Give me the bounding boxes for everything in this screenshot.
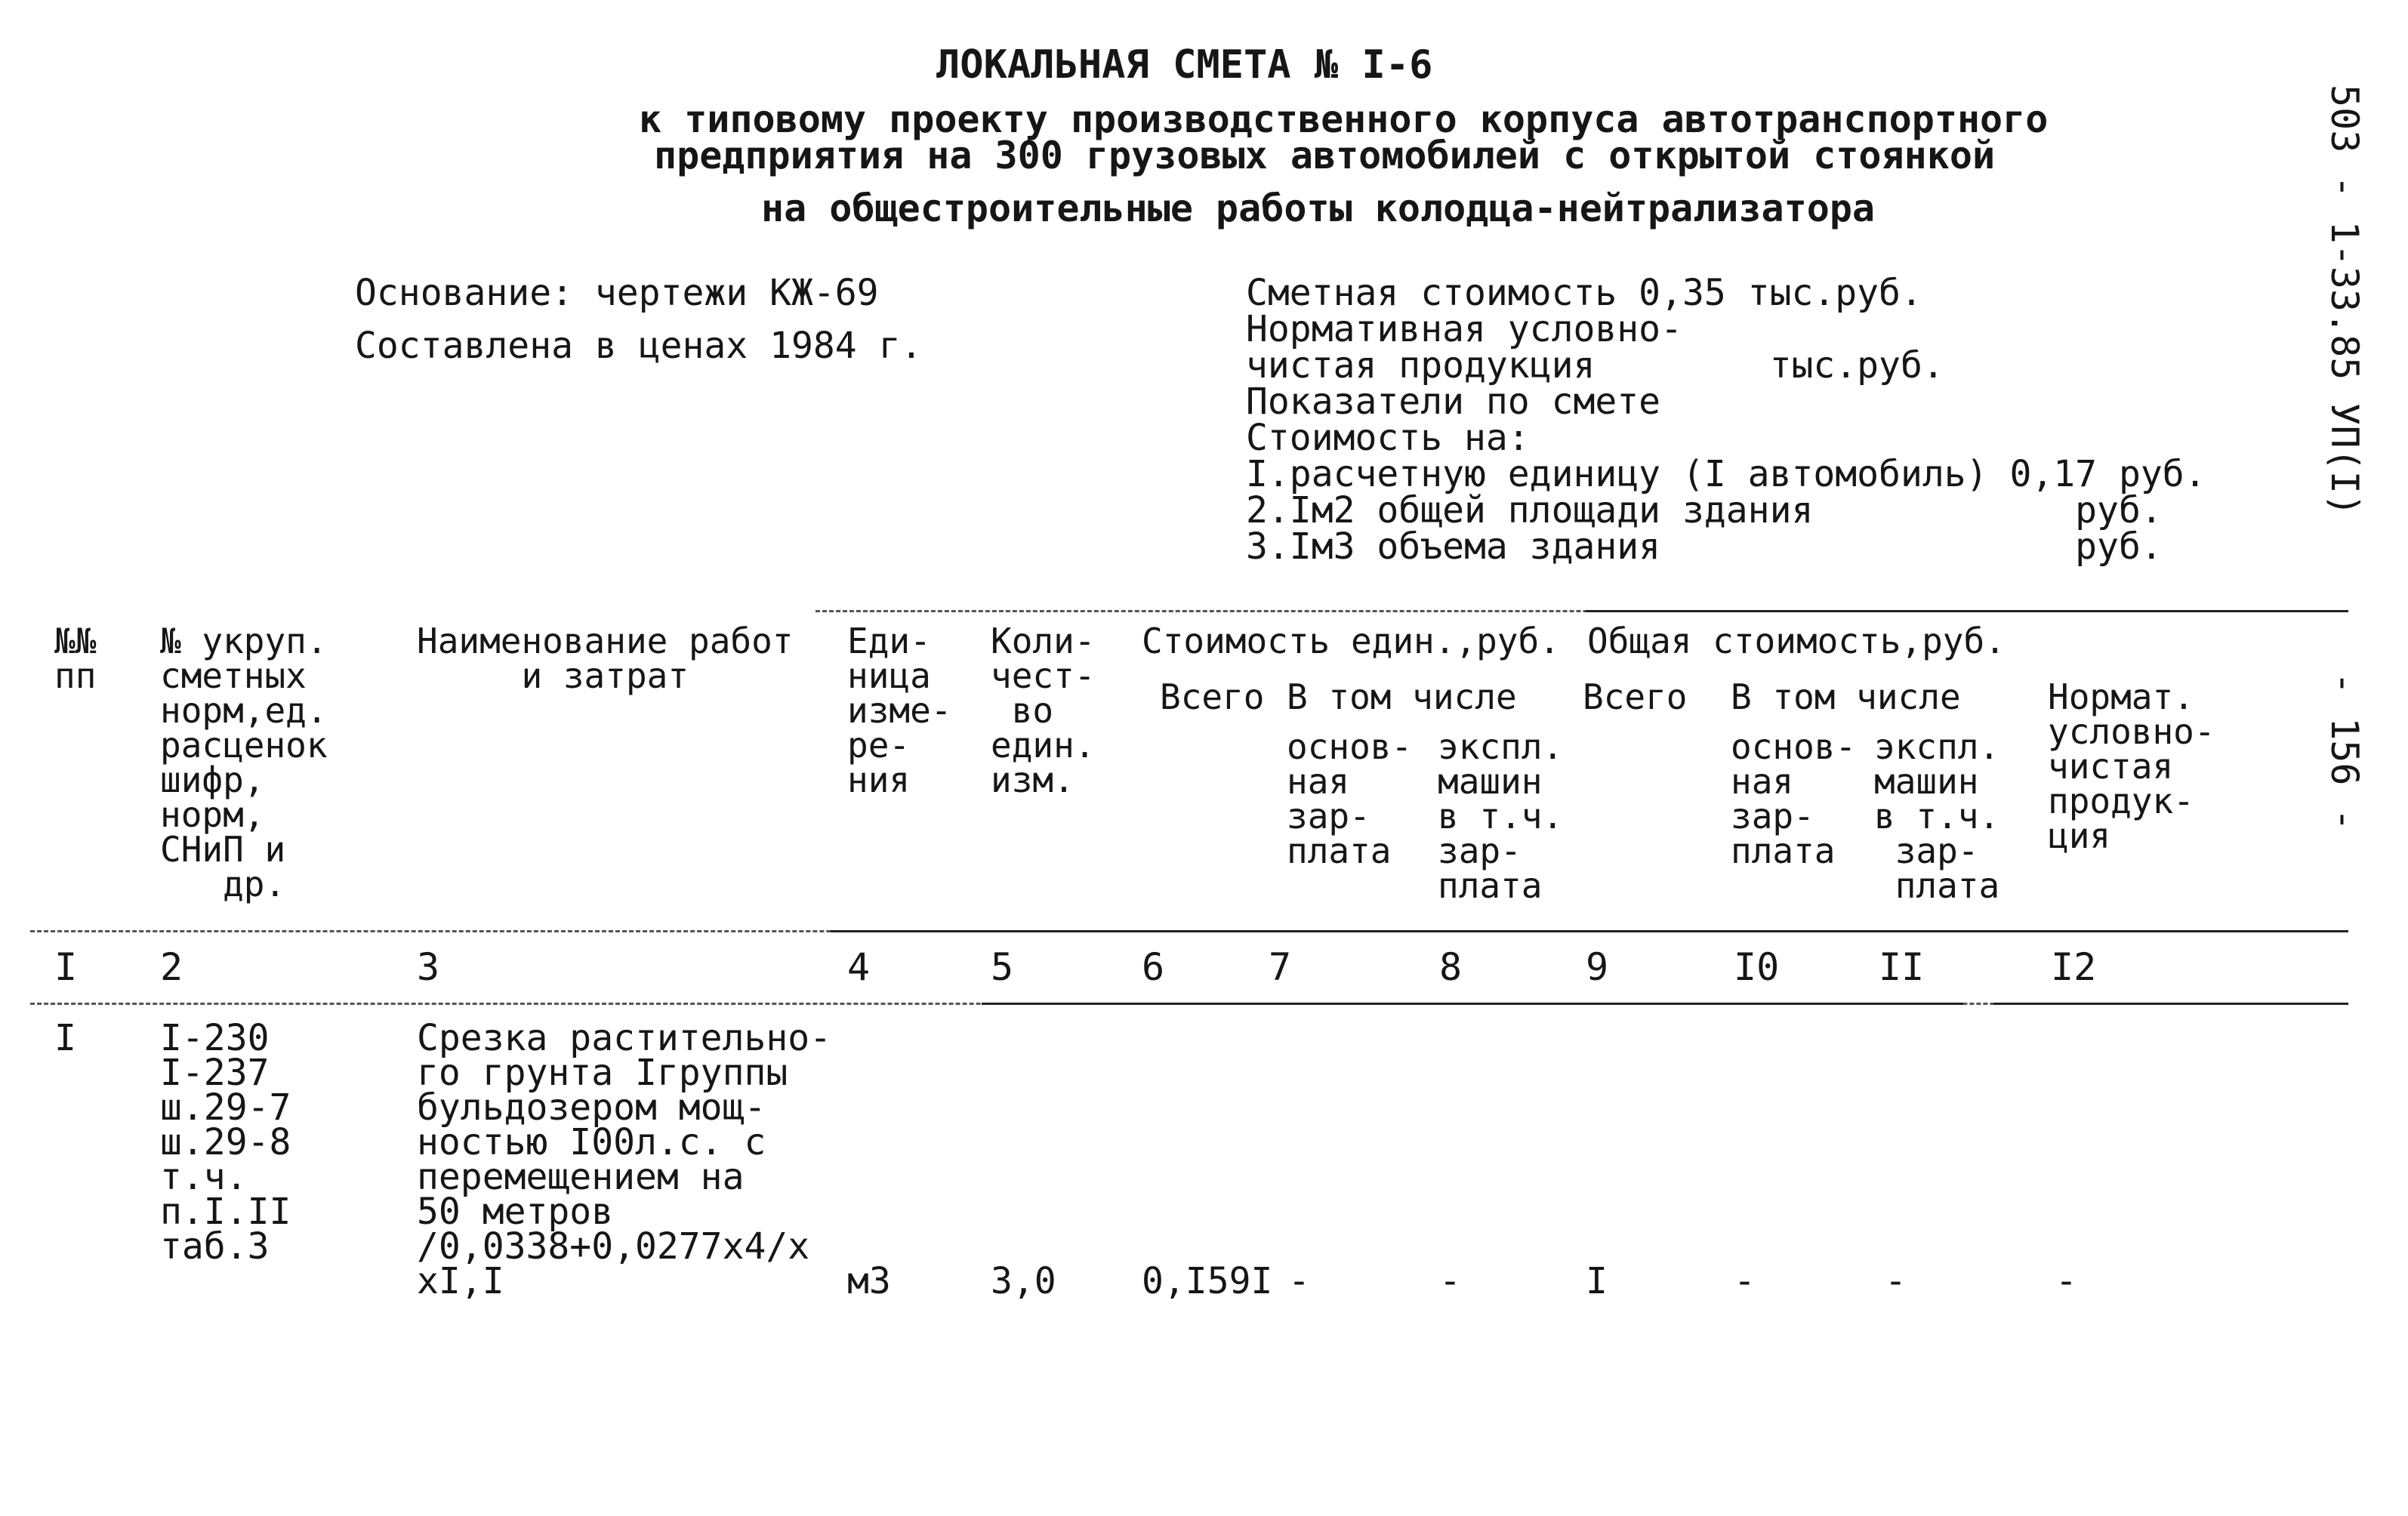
- row-work-name: Срезка растительно- го грунта Iгруппы бульдозером мощ- ностью I00л.с. с перемещением на 50 метров /0,0338+0,0277х4/х хI,I: [417, 1017, 832, 1302]
- column-number: 3: [417, 945, 440, 989]
- row-unit-machine: -: [1439, 1260, 1461, 1302]
- row-no: I: [54, 1017, 76, 1059]
- row-quantity: 3,0: [991, 1260, 1056, 1302]
- summary-line-1: Сметная стоимость 0,35 тыс.руб.: [1246, 272, 1922, 314]
- col-header-norm-code: № укруп. сметных норм,ед. расценок шифр, норм, СНиП и др.: [160, 621, 328, 904]
- col-header-total-machine: экспл. машин в т.ч. зар- плата: [1874, 726, 2000, 906]
- column-number: 5: [991, 945, 1014, 989]
- summary-line-3: чистая продукция тыс.руб.: [1246, 344, 1944, 387]
- row-norm-codes: I-230 I-237 ш.29-7 ш.29-8 т.ч. п.I.II таб.3: [160, 1017, 291, 1268]
- summary-line-2: Нормативная условно-: [1246, 308, 1682, 350]
- col-header-no: №№ пп: [54, 621, 97, 696]
- basis-drawings: Основание: чертежи КЖ-69: [355, 272, 879, 314]
- summary-line-4: Показатели по смете: [1246, 381, 1661, 423]
- project-code: 503 - 1-33.85 УП(I): [2323, 85, 2366, 516]
- column-numbers-rule-right: [1993, 1003, 2348, 1005]
- col-header-unit-total: Всего: [1160, 676, 1265, 717]
- column-number: 8: [1439, 945, 1463, 989]
- col-header-unit-machine: экспл. машин в т.ч. зар- плата: [1438, 726, 1564, 906]
- column-number: II: [1879, 945, 1925, 989]
- col-header-unit-wage: основ- ная зар- плата: [1287, 726, 1413, 871]
- basis-prices: Составлена в ценах 1984 г.: [355, 325, 923, 367]
- summary-line-8: 3.Iм3 объема здания руб.: [1246, 525, 2163, 568]
- col-header-total-incl: В том числе: [1731, 676, 1961, 717]
- subtitle-line-1: к типовому проекту производственного корпуса автотранспортного: [639, 97, 2049, 141]
- column-numbers-rule-solid: [982, 1003, 1963, 1005]
- column-number: 2: [160, 945, 183, 989]
- col-header-unit-incl: В том числе: [1287, 676, 1517, 717]
- col-header-total: Всего: [1583, 676, 1688, 717]
- col-header-quantity: Коли- чест- во един. изм.: [991, 621, 1096, 800]
- summary-line-6: I.расчетную единицу (I автомобиль) 0,17 руб.: [1246, 453, 2206, 495]
- column-number: I2: [2051, 945, 2097, 989]
- table-top-rule-solid: [1586, 610, 2348, 612]
- col-header-norm-product: Нормат. условно- чистая продук- ция: [2048, 676, 2215, 856]
- column-number: I: [54, 945, 78, 989]
- col-header-work-name: Наименование работ и затрат: [417, 621, 794, 696]
- column-number: 4: [847, 945, 871, 989]
- subtitle-line-3: на общестроительные работы колодца-нейтрализатора: [761, 186, 1876, 230]
- row-total-machine: -: [1885, 1260, 1907, 1302]
- row-unit-wage: -: [1288, 1260, 1310, 1302]
- row-unit-total: 0,I59I: [1142, 1260, 1273, 1302]
- summary-line-5: Стоимость на:: [1246, 417, 1530, 459]
- column-number: I0: [1734, 945, 1780, 989]
- header-bottom-rule-solid: [831, 930, 2348, 932]
- col-header-unit-cost-group: Стоимость един.,руб.: [1142, 621, 1560, 661]
- page-number: - 156 -: [2323, 672, 2366, 831]
- row-total: I: [1586, 1260, 1608, 1302]
- row-unit: м3: [847, 1260, 891, 1302]
- column-number: 6: [1142, 945, 1165, 989]
- row-norm-product: -: [2055, 1260, 2077, 1302]
- column-number: 7: [1269, 945, 1292, 989]
- subtitle-line-2: предприятия на 300 грузовых автомобилей с открытой стоянкой: [654, 134, 1996, 177]
- col-header-total-cost-group: Общая стоимость,руб.: [1587, 621, 2006, 661]
- row-total-wage: -: [1734, 1260, 1756, 1302]
- summary-line-7: 2.Iм2 общей площади здания руб.: [1246, 489, 2163, 532]
- col-header-unit: Еди- ница изме- ре- ния: [847, 621, 952, 800]
- col-header-total-wage: основ- ная зар- плата: [1731, 726, 1857, 871]
- column-number: 9: [1586, 945, 1609, 989]
- estimate-title: ЛОКАЛЬНАЯ СМЕТА № I-6: [936, 42, 1433, 88]
